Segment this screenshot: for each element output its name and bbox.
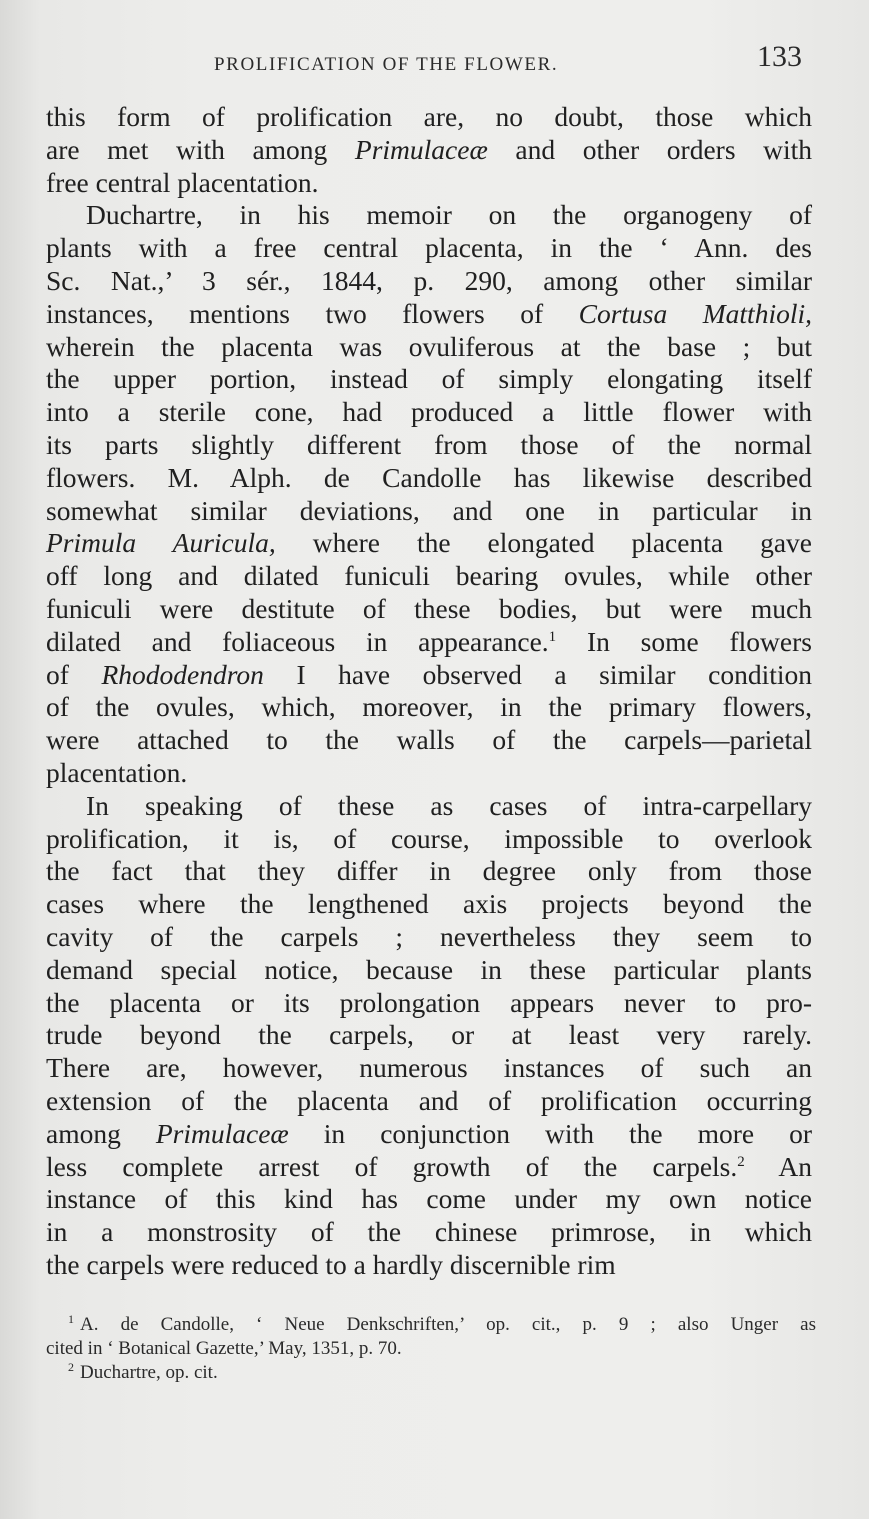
line-text: were attached to the walls of the carpels—parietal <box>46 724 812 756</box>
line-text: the carpels were reduced to a hardly discernible rim <box>46 1248 616 1280</box>
line-text: into a sterile cone, had produced a little flower with <box>46 396 812 428</box>
footnotes <box>46 1313 816 1385</box>
line-text: off long and dilated funiculi bearing ovules, while other <box>46 560 812 592</box>
line-text: the upper portion, instead of simply elongating itself <box>46 363 812 395</box>
line-text: its parts slightly different from those of the normal <box>46 428 812 460</box>
text-line <box>46 396 812 429</box>
text-line <box>46 527 812 560</box>
line-text: dilated and foliaceous in appearance. <box>46 625 549 657</box>
line-text: There are, however, numerous instances of such an <box>46 1052 812 1084</box>
text-line <box>46 1085 812 1118</box>
text-line <box>46 331 812 364</box>
text-line <box>46 1183 812 1216</box>
text-line <box>46 593 812 626</box>
line-text: Duchartre, in his memoir on the organogeny of <box>86 199 812 231</box>
text-line <box>46 134 812 167</box>
text-line <box>46 232 812 265</box>
line-text: of the ovules, which, moreover, in the primary flowers, <box>46 691 812 723</box>
line-text: this form of prolification are, no doubt, those which <box>46 101 812 132</box>
text-line <box>46 724 812 757</box>
line-text: free central placentation. <box>46 166 319 198</box>
text-line <box>46 1151 812 1184</box>
line-text: I have observed a similar condition <box>263 658 812 690</box>
text-line <box>46 560 812 593</box>
text-line <box>46 1249 812 1282</box>
footnote-1-text-1: A. de Candolle, ‘ Neue Denkschriften,’ op. cit., p. 9 ; also Unger as <box>80 1314 816 1335</box>
line-text: An <box>744 1150 812 1182</box>
footnote-2 <box>46 1361 816 1385</box>
italic-term: Primula Auricula, <box>46 527 276 559</box>
footnote-2-text: Duchartre, op. cit. <box>80 1362 218 1383</box>
italic-term: Cortusa Matthioli, <box>578 297 812 329</box>
line-text: wherein the placenta was ovuliferous at the base ; but <box>46 330 812 362</box>
line-text: instances, mentions two flowers of <box>46 297 579 329</box>
line-text: somewhat similar deviations, and one in particular in <box>46 494 812 526</box>
line-text: where the elongated placenta gave <box>275 527 812 559</box>
line-text: in a monstrosity of the chinese primrose, in which <box>46 1216 812 1248</box>
line-text: among <box>46 1117 156 1149</box>
footnote-1-text-2: cited in ‘ Botanical Gazette,’ May, 1351, p. 70. <box>46 1338 402 1359</box>
text-line <box>46 987 812 1020</box>
italic-term: Primulaceæ <box>354 133 488 165</box>
italic-term: Rhododendron <box>101 658 264 690</box>
footnote-ref[interactable]: 1 <box>548 628 557 645</box>
page-number: 133 <box>757 40 802 73</box>
text-line <box>46 954 812 987</box>
line-text: in conjunction with the more or <box>288 1117 812 1149</box>
text-line <box>46 363 812 396</box>
line-text: flowers. M. Alph. de Candolle has likewise described <box>46 461 812 493</box>
text-line <box>46 790 812 823</box>
text-line <box>46 199 812 232</box>
text-line <box>46 691 812 724</box>
footnote-ref[interactable]: 2 <box>737 1153 745 1170</box>
body-text <box>46 101 812 1282</box>
running-title: PROLIFICATION OF THE FLOWER. <box>214 54 559 75</box>
text-line <box>46 167 812 200</box>
text-line <box>46 298 812 331</box>
text-line <box>46 1118 812 1151</box>
text-line <box>46 1216 812 1249</box>
text-line <box>46 659 812 692</box>
line-text: funiculi were destitute of these bodies, but were much <box>46 592 812 624</box>
line-text: plants with a free central placenta, in the ‘ Ann. des <box>46 232 812 264</box>
text-line <box>46 265 812 298</box>
footnote-1-marker: 1 <box>68 1311 74 1326</box>
line-text: less complete arrest of growth of the carpels. <box>46 1150 738 1182</box>
line-text: instance of this kind has come under my own notice <box>46 1183 812 1215</box>
text-line <box>46 1052 812 1085</box>
text-line <box>46 757 812 790</box>
line-text: trude beyond the carpels, or at least very rarely. <box>46 1019 812 1051</box>
line-text: are met with among <box>46 133 355 165</box>
text-line <box>46 495 812 528</box>
text-line <box>46 888 812 921</box>
line-text: Sc. Nat.,’ 3 sér., 1844, p. 290, among other similar <box>46 264 812 296</box>
text-line <box>46 823 812 856</box>
text-line <box>46 1019 812 1052</box>
footnote-2-marker: 2 <box>68 1359 74 1374</box>
line-text: cavity of the carpels ; nevertheless they seem to <box>46 920 812 952</box>
text-line <box>46 101 812 134</box>
line-text: and other orders with <box>487 133 812 165</box>
line-text: the fact that they differ in degree only from those <box>46 855 812 887</box>
line-text: of <box>46 658 102 690</box>
text-line <box>46 429 812 462</box>
line-text: extension of the placenta and of prolification occurring <box>46 1084 812 1116</box>
text-line <box>46 921 812 954</box>
line-text: cases where the lengthened axis projects beyond the <box>46 888 812 920</box>
footnote-1-line-2 <box>46 1337 816 1361</box>
text-line <box>46 855 812 888</box>
line-text: In some flowers <box>556 625 812 657</box>
line-text: In speaking of these as cases of intra-carpellary <box>86 789 812 821</box>
footnote-1-line-1 <box>46 1313 816 1337</box>
line-text: placentation. <box>46 756 188 788</box>
line-text: prolification, it is, of course, impossible to overlook <box>46 822 812 854</box>
line-text: demand special notice, because in these particular plants <box>46 953 812 985</box>
line-text: the placenta or its prolongation appears never to pro- <box>46 986 812 1018</box>
page-header <box>0 40 869 90</box>
text-line <box>46 462 812 495</box>
italic-term: Primulaceæ <box>155 1117 289 1149</box>
text-line <box>46 626 812 659</box>
